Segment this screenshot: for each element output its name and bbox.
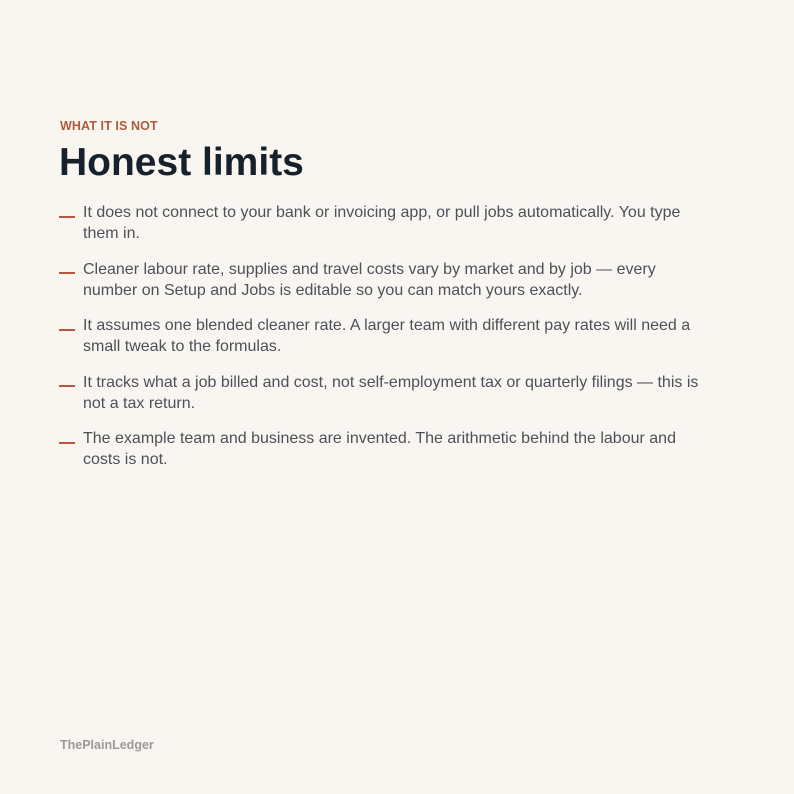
list-item [59, 372, 709, 414]
list-item-text: It tracks what a job billed and cost, not self-employment tax or quarterly filings — this is not a tax return. [83, 373, 699, 412]
list-item-text: It does not connect to your bank or invoicing app, or pull jobs automatically. You type them in. [83, 204, 681, 242]
section-eyebrow: WHAT IT IS NOT [60, 119, 158, 133]
page-title: Honest limits [59, 141, 304, 184]
dash-bullet-icon [59, 272, 75, 274]
footer-brand: ThePlainLedger [60, 738, 154, 752]
list-item [59, 315, 709, 357]
dash-bullet-icon [59, 442, 75, 444]
list-item-text: It assumes one blended cleaner rate. A larger team with different pay rates will need a small tweak to the formulas. [83, 317, 691, 355]
list-item [59, 202, 709, 244]
list-item-text: The example team and business are invented. The arithmetic behind the labour and costs is not. [83, 430, 676, 468]
list-item [59, 259, 709, 301]
list-item-text: Cleaner labour rate, supplies and travel costs vary by market and by job — every number on Setup and Jobs is editable so you can match yours exactly. [83, 260, 656, 299]
limits-list [59, 202, 709, 485]
dash-bullet-icon [59, 329, 75, 331]
dash-bullet-icon [59, 216, 75, 218]
dash-bullet-icon [59, 385, 75, 387]
list-item [59, 428, 709, 470]
